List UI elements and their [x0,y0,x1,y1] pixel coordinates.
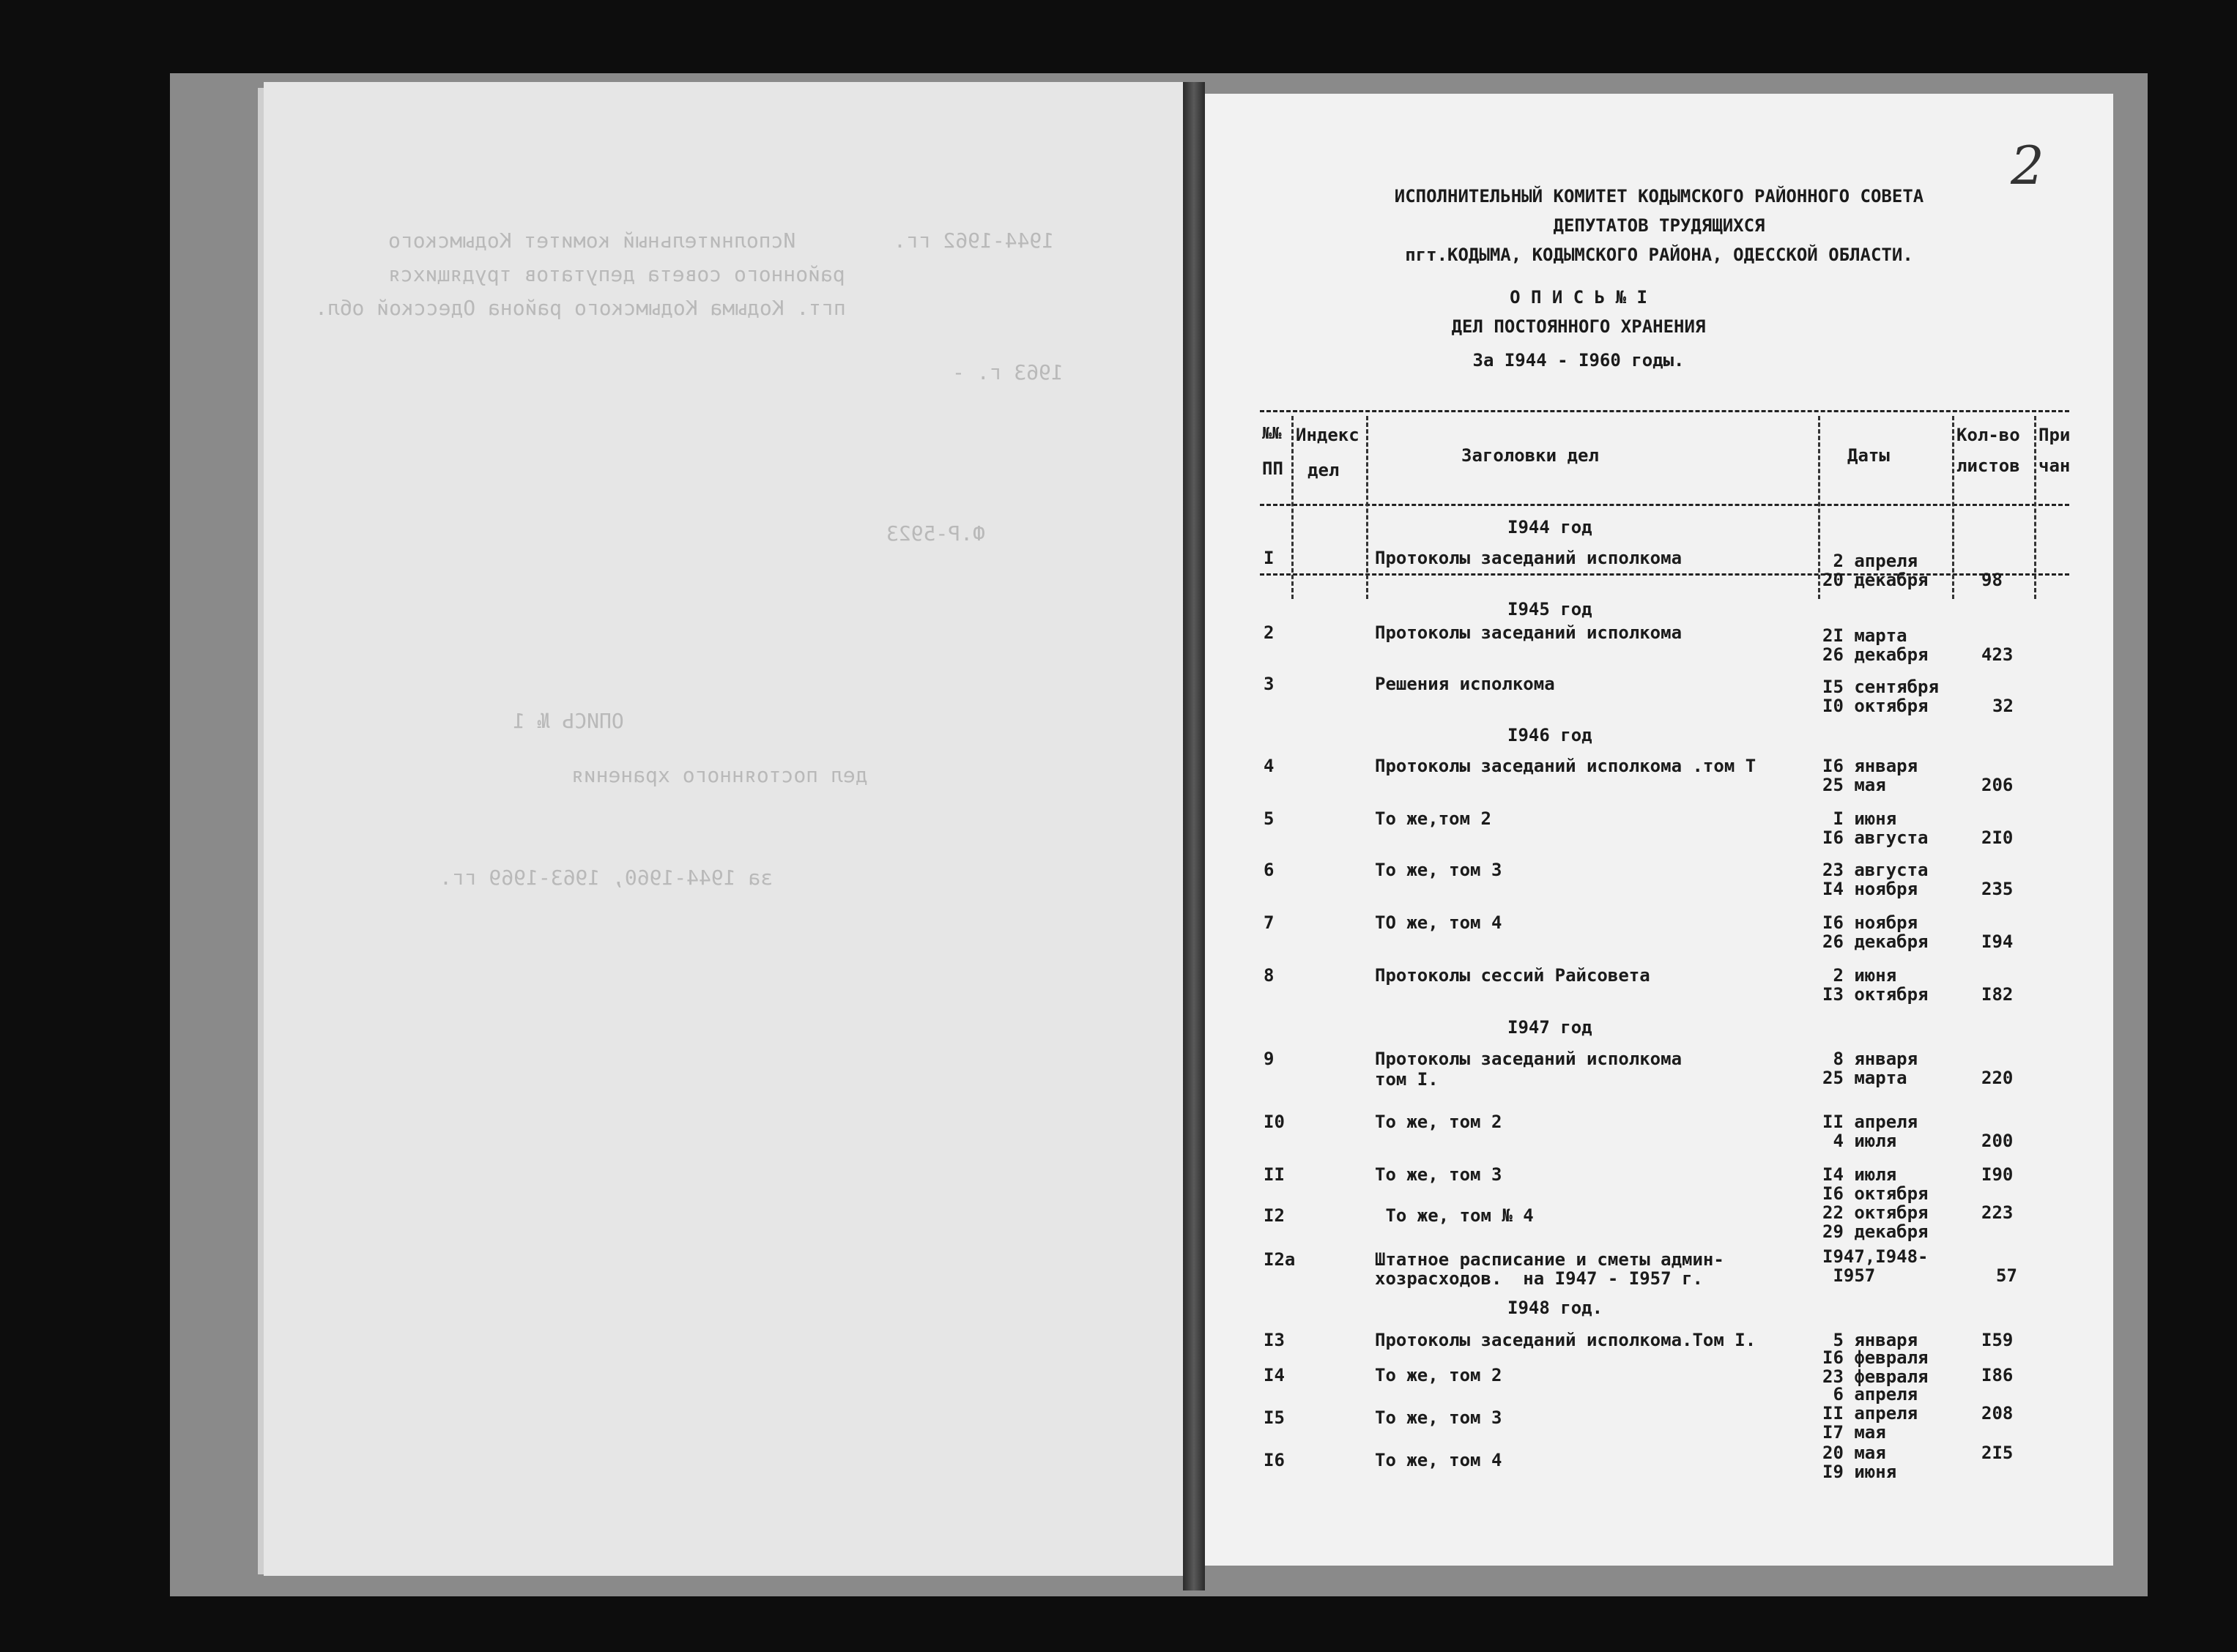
row-sheet-count: 220 [1981,1068,2014,1088]
left-page [264,82,1183,1576]
row-title-continued: том I. [1375,1069,1439,1090]
row-number: I4 [1264,1365,1285,1385]
row-number: 3 [1264,674,1275,694]
row-number: 4 [1264,756,1275,776]
col-notes-top: При [2038,425,2071,445]
row-date-start: 2 апреля [1822,551,1918,571]
bleed-line: 1944-1962 гг. [894,228,1055,253]
row-number: I3 [1264,1330,1285,1350]
year-heading: I948 год. [1507,1298,1603,1318]
row-date-end: I9 июня [1822,1462,1897,1482]
col-title: Заголовки дел [1461,445,1599,466]
row-number: II [1264,1164,1285,1185]
row-title: Протоколы сессий Райсовета [1375,965,1650,986]
row-number: I5 [1264,1407,1285,1428]
header-line-2: ДЕПУТАТОВ ТРУДЯЩИХСЯ [1553,215,1765,236]
col-sheets-bottom: листов [1956,455,2020,476]
row-number: 6 [1264,860,1275,880]
row-date-end: 26 декабря [1822,931,1929,952]
row-number: I0 [1264,1112,1285,1132]
row-date-end: I7 мая [1822,1422,1886,1443]
row-date-start: 5 января [1822,1330,1918,1350]
row-date-start: I июня [1822,808,1897,829]
row-sheet-count: I94 [1981,931,2014,952]
row-date-end: I0 октября [1822,696,1929,716]
row-sheet-count: 223 [1981,1202,2014,1223]
row-date-end: I4 ноября [1822,879,1918,899]
year-heading: I947 год [1507,1017,1592,1038]
bleed-line: дел постоянного хранения [571,763,868,787]
row-date-end: 29 декабря [1822,1221,1929,1242]
bleed-line: Ф.Р-5923 [886,521,985,546]
row-number: I2а [1264,1249,1296,1270]
row-title: ТО же, том 4 [1375,912,1502,933]
row-sheet-count: 208 [1981,1403,2014,1424]
inventory-subtitle: ДЕЛ ПОСТОЯННОГО ХРАНЕНИЯ [1451,316,1706,337]
row-title: Протоколы заседаний исполкома.Том I. [1375,1330,1756,1350]
row-title: То же, том 3 [1375,860,1502,880]
row-sheet-count: 32 [1992,696,2014,716]
header-rule-bottom [1260,504,2069,506]
row-title: Решения исполкома [1375,674,1555,694]
row-date-start: II апреля [1822,1112,1918,1132]
row-date-end: I6 февраля [1822,1347,1929,1368]
bleed-line: Исполнительный комитет Кодымского [388,228,796,253]
row-date-end: I6 октября [1822,1183,1929,1204]
row-sheet-count: I82 [1981,984,2014,1005]
column-separator [1952,416,1954,599]
row-number: 7 [1264,912,1275,933]
row-date-start: 2 июня [1822,965,1897,986]
row-number: I [1264,548,1275,568]
row-date-start: 23 февраля [1822,1366,1929,1387]
header-rule-top [1260,410,2069,412]
row-title-continued: хозрасходов. на I947 - I957 г. [1375,1268,1703,1289]
row-date-start: I947,I948- [1822,1246,1929,1267]
row-title: Протоколы заседаний исполкома [1375,622,1683,643]
col-index-bottom: дел [1307,460,1340,480]
col-sheets-top: Кол-во [1956,425,2020,445]
row-title: То же, том 4 [1375,1450,1502,1470]
row-date-start: 22 октября [1822,1202,1929,1223]
row-sheet-count: I90 [1981,1164,2014,1185]
row-number: 9 [1264,1049,1275,1069]
inventory-period: За I944 - I960 годы. [1472,350,1685,371]
row-date-start: 20 мая [1822,1443,1886,1463]
row-number: I6 [1264,1450,1285,1470]
row-sheet-count: 2I5 [1981,1443,2014,1463]
column-separator [1291,416,1294,599]
inventory-title: О П И С Ь № I [1510,287,1647,308]
row-title: Протоколы заседаний исполкома [1375,1049,1683,1069]
header-line-1: ИСПОЛНИТЕЛЬНЫЙ КОМИТЕТ КОДЫМСКОГО РАЙОННОГО СОВЕТА [1394,186,1924,206]
page-number: 2 [2011,135,2044,196]
col-dates: Даты [1847,445,1890,466]
header-line-3: пгт.КОДЫМА, КОДЫМСКОГО РАЙОНА, ОДЕССКОЙ ОБЛАСТИ. [1405,245,1913,265]
column-separator [2034,416,2036,599]
row-date-start: I5 сентября [1822,677,1939,697]
row-date-end: I957 [1822,1265,1876,1286]
row-title: То же, том 2 [1375,1112,1502,1132]
row-title: То же, том № 4 [1375,1205,1534,1226]
row-title: Штатное расписание и сметы админ- [1375,1249,1724,1270]
row-date-start: 23 августа [1822,860,1929,880]
row-date-start: 2I марта [1822,625,1907,646]
row-date-end: 25 мая [1822,775,1886,795]
row-sheet-count: I86 [1981,1365,2014,1385]
row-sheet-count: 57 [1996,1265,2017,1286]
row-date-end: I3 октября [1822,984,1929,1005]
row-title: То же,том 2 [1375,808,1491,829]
row-date-start: I6 января [1822,756,1918,776]
row-date-start: I6 ноября [1822,912,1918,933]
bleed-line: пгт. Кодыма Кодымского района Одесской обл. [315,296,846,320]
bleed-line: 1963 г. - [952,360,1064,384]
year-heading: I945 год [1507,599,1592,620]
row-date-start: I4 июля [1822,1164,1897,1185]
col-num-top: №№ [1262,425,1282,443]
row-sheet-count: I59 [1981,1330,2014,1350]
row-sheet-count: 200 [1981,1131,2014,1151]
bleed-line: ОПИСЬ № 1 [513,709,624,733]
row-title: То же, том 3 [1375,1164,1502,1185]
row-sheet-count: 235 [1981,879,2014,899]
row-title: То же, том 3 [1375,1407,1502,1428]
year-heading: I946 год [1507,725,1592,745]
bleed-line: районного совета депутатов трудящихся [388,262,845,286]
row-date-end: 25 марта [1822,1068,1907,1088]
row-sheet-count: 98 [1981,570,2003,590]
column-separator [1366,416,1368,599]
row-number: 5 [1264,808,1275,829]
right-page [1205,94,2113,1566]
row-title: Протоколы заседаний исполкома .том Т [1375,756,1756,776]
column-separator [1818,416,1820,599]
row-number: I2 [1264,1205,1285,1226]
row-title: То же, том 2 [1375,1365,1502,1385]
col-notes-bottom: чан [2038,455,2071,476]
row-title: Протоколы заседаний исполкома [1375,548,1683,568]
bleed-line: за 1944-1960, 1963-1969 гг. [439,866,774,890]
row-date-end: 20 декабря [1822,570,1929,590]
row-date-end: 6 апреля [1822,1384,1918,1404]
row-date-start: II апреля [1822,1403,1918,1424]
row-number: 8 [1264,965,1275,986]
col-index-top: Индекс [1296,425,1359,445]
col-num-bottom: ПП [1262,458,1283,479]
row-sheet-count: 2I0 [1981,827,2014,848]
row-sheet-count: 423 [1981,644,2014,665]
row-date-end: 26 декабря [1822,644,1929,665]
row-date-end: I6 августа [1822,827,1929,848]
book-gutter [1183,82,1205,1590]
year-heading: I944 год [1507,517,1592,537]
row-number: 2 [1264,622,1275,643]
row-sheet-count: 206 [1981,775,2014,795]
row-date-start: 8 января [1822,1049,1918,1069]
header-rule-mid [1260,573,2069,576]
row-date-end: 4 июля [1822,1131,1897,1151]
